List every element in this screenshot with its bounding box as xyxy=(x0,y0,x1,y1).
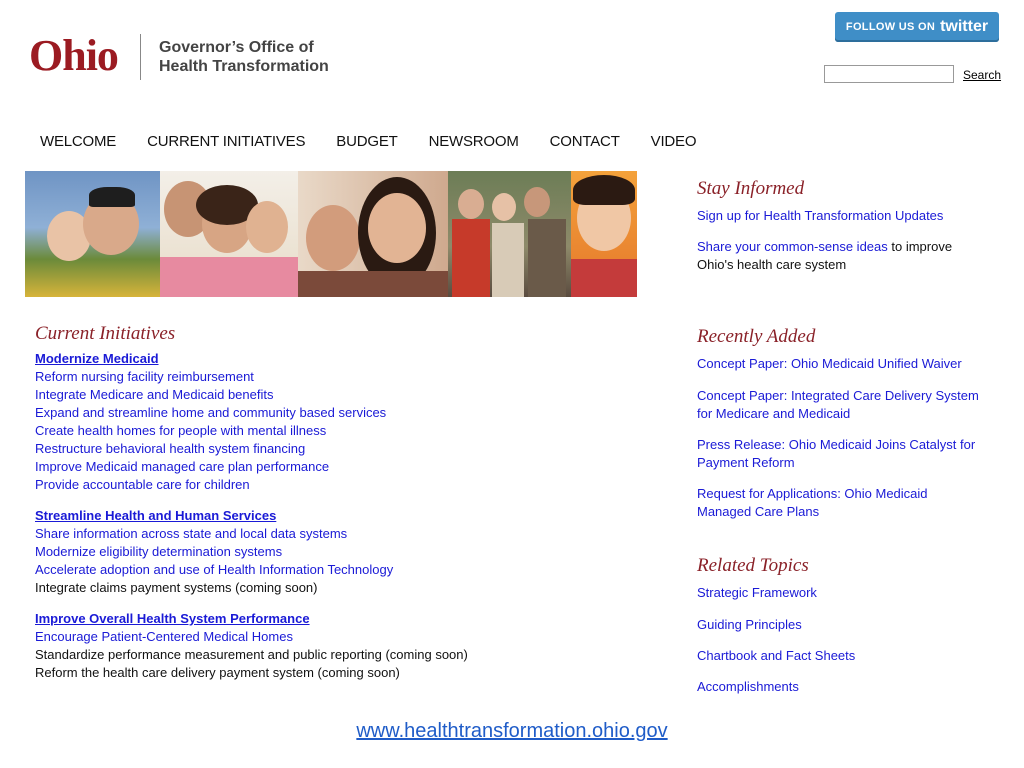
nav-budget[interactable]: BUDGET xyxy=(336,133,398,150)
recent-item-line: Concept Paper: Ohio Medicaid Unified Waiver xyxy=(697,356,962,371)
recent-item-line: Payment Reform xyxy=(697,455,795,470)
footer-url xyxy=(0,720,1024,743)
twitter-brand: twitter xyxy=(940,18,989,35)
banner-photo-seniors xyxy=(448,171,571,297)
initiative-group-streamline xyxy=(35,507,655,597)
logo-office-name xyxy=(159,38,379,76)
recent-item-line: Press Release: Ohio Medicaid Joins Catalyst for xyxy=(697,437,976,452)
banner-photo-girls xyxy=(298,171,448,297)
banner-photo-family xyxy=(160,171,298,297)
nav-newsroom[interactable]: NEWSROOM xyxy=(428,133,519,150)
nav-welcome[interactable]: WELCOME xyxy=(40,133,117,150)
recent-item-unified-waiver[interactable] xyxy=(697,355,962,373)
list-item[interactable]: Create health homes for people with mental illness xyxy=(35,423,327,438)
current-initiatives-section xyxy=(35,323,655,682)
logo-divider xyxy=(140,34,141,80)
recently-added-title: Recently Added xyxy=(697,326,816,347)
related-accomplishments[interactable]: Accomplishments xyxy=(697,679,799,694)
list-item-coming-soon: Integrate claims payment systems (coming soon) xyxy=(35,580,318,595)
related-guiding-principles[interactable]: Guiding Principles xyxy=(697,617,802,632)
nav-video[interactable]: VIDEO xyxy=(650,133,697,150)
main-nav xyxy=(40,133,727,150)
banner-photo-kids-flowers xyxy=(25,171,160,297)
share-ideas-rest2: Ohio's health care system xyxy=(697,257,847,272)
related-topics-title: Related Topics xyxy=(697,555,809,576)
twitter-prefix: FOLLOW US ON xyxy=(845,21,936,33)
logo-office-line1: Governor’s Office of xyxy=(159,39,314,56)
initiative-group-head[interactable]: Modernize Medicaid xyxy=(35,351,159,366)
list-item[interactable]: Share information across state and local data systems xyxy=(35,526,348,541)
list-item[interactable]: Integrate Medicare and Medicaid benefits xyxy=(35,387,274,402)
share-ideas-text xyxy=(697,238,952,274)
footer-url-link[interactable]: www.healthtransformation.ohio.gov xyxy=(356,720,668,742)
list-item[interactable]: Provide accountable care for children xyxy=(35,477,250,492)
recent-item-integrated-care[interactable] xyxy=(697,387,979,423)
stay-informed-title: Stay Informed xyxy=(697,178,805,199)
recent-item-press-release[interactable] xyxy=(697,436,975,472)
signup-updates-link[interactable]: Sign up for Health Transformation Updates xyxy=(697,208,944,223)
list-item[interactable]: Restructure behavioral health system financing xyxy=(35,441,306,456)
related-chartbook[interactable]: Chartbook and Fact Sheets xyxy=(697,648,856,663)
list-item[interactable]: Expand and streamline home and community based services xyxy=(35,405,387,420)
list-item[interactable]: Accelerate adoption and use of Health Information Technology xyxy=(35,562,394,577)
list-item[interactable]: Improve Medicaid managed care plan performance xyxy=(35,459,330,474)
banner-photo-strip xyxy=(25,171,637,297)
current-initiatives-title: Current Initiatives xyxy=(35,323,176,344)
related-strategic-framework[interactable]: Strategic Framework xyxy=(697,585,817,600)
list-item[interactable]: Encourage Patient-Centered Medical Homes xyxy=(35,629,293,644)
logo-ohio-word: Ohio xyxy=(29,31,118,80)
recent-item-rfa[interactable] xyxy=(697,485,928,521)
list-item-coming-soon: Reform the health care delivery payment system (coming soon) xyxy=(35,665,400,680)
recent-item-line: for Medicare and Medicaid xyxy=(697,406,851,421)
initiative-group-head[interactable]: Improve Overall Health System Performance xyxy=(35,611,310,626)
list-item-coming-soon: Standardize performance measurement and public reporting (coming soon) xyxy=(35,647,468,662)
initiative-group-head[interactable]: Streamline Health and Human Services xyxy=(35,508,277,523)
initiative-group-medicaid xyxy=(35,350,655,494)
list-item[interactable]: Modernize eligibility determination systems xyxy=(35,544,283,559)
recent-item-line: Concept Paper: Integrated Care Delivery System xyxy=(697,388,979,403)
search-button[interactable]: Search xyxy=(963,68,1002,82)
recent-item-line: Request for Applications: Ohio Medicaid xyxy=(697,486,928,501)
logo-office-line2: Health Transformation xyxy=(159,58,329,75)
share-ideas-rest: to improve xyxy=(887,239,953,254)
search-input[interactable] xyxy=(824,65,954,83)
recent-item-line: Managed Care Plans xyxy=(697,504,820,519)
nav-contact[interactable]: CONTACT xyxy=(549,133,620,150)
twitter-follow-button[interactable] xyxy=(835,12,999,42)
share-ideas-link[interactable]: Share your common-sense ideas xyxy=(697,239,888,254)
banner-photo-child xyxy=(571,171,637,297)
initiative-group-performance xyxy=(35,610,655,682)
nav-current-initiatives[interactable]: CURRENT INITIATIVES xyxy=(147,133,306,150)
list-item[interactable]: Reform nursing facility reimbursement xyxy=(35,369,254,384)
